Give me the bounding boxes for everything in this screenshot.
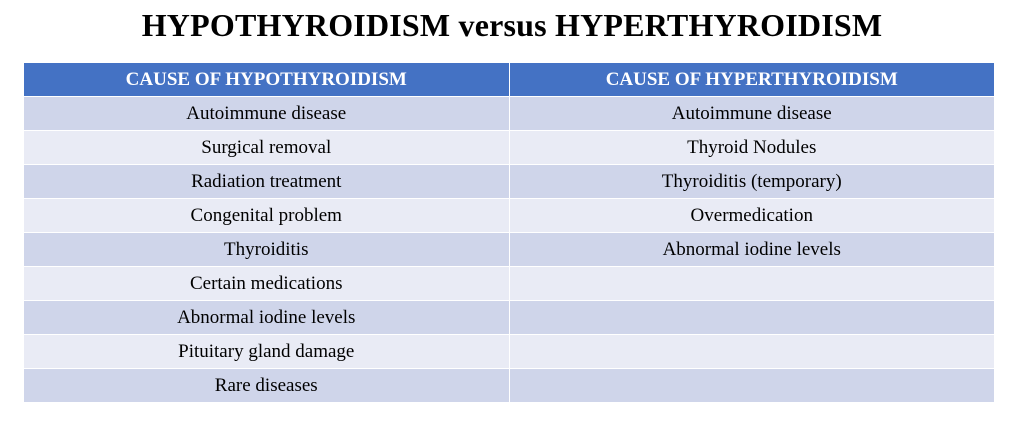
hyper-cause-cell	[509, 369, 995, 403]
table-header-row	[24, 63, 995, 97]
hypo-cause-cell: Surgical removal	[24, 131, 510, 165]
hyper-cause-cell	[509, 301, 995, 335]
hyper-cause-cell	[509, 335, 995, 369]
hypo-cause-cell: Congenital problem	[24, 199, 510, 233]
hypo-cause-cell: Rare diseases	[24, 369, 510, 403]
hyper-cause-cell: Abnormal iodine levels	[509, 233, 995, 267]
table-row	[24, 369, 995, 403]
header-hypothyroidism: CAUSE OF HYPOTHYROIDISM	[24, 63, 510, 97]
table-row	[24, 131, 995, 165]
hypo-cause-cell: Thyroiditis	[24, 233, 510, 267]
hyper-cause-cell: Overmedication	[509, 199, 995, 233]
page-title: HYPOTHYROIDISM versus HYPERTHYROIDISM	[141, 7, 883, 43]
table-row	[24, 267, 995, 301]
table-row	[24, 199, 995, 233]
hyper-cause-cell	[509, 267, 995, 301]
hypo-cause-cell: Radiation treatment	[24, 165, 510, 199]
table-row	[24, 97, 995, 131]
table-row	[24, 301, 995, 335]
hyper-cause-cell: Thyroid Nodules	[509, 131, 995, 165]
hyper-cause-cell: Autoimmune disease	[509, 97, 995, 131]
table-row	[24, 165, 995, 199]
causes-table	[23, 62, 995, 403]
hypo-cause-cell: Autoimmune disease	[24, 97, 510, 131]
table-row	[24, 233, 995, 267]
hypo-cause-cell: Certain medications	[24, 267, 510, 301]
hyper-cause-cell: Thyroiditis (temporary)	[509, 165, 995, 199]
hypo-cause-cell: Abnormal iodine levels	[24, 301, 510, 335]
header-hyperthyroidism: CAUSE OF HYPERTHYROIDISM	[509, 63, 995, 97]
hypo-cause-cell: Pituitary gland damage	[24, 335, 510, 369]
table-row	[24, 335, 995, 369]
